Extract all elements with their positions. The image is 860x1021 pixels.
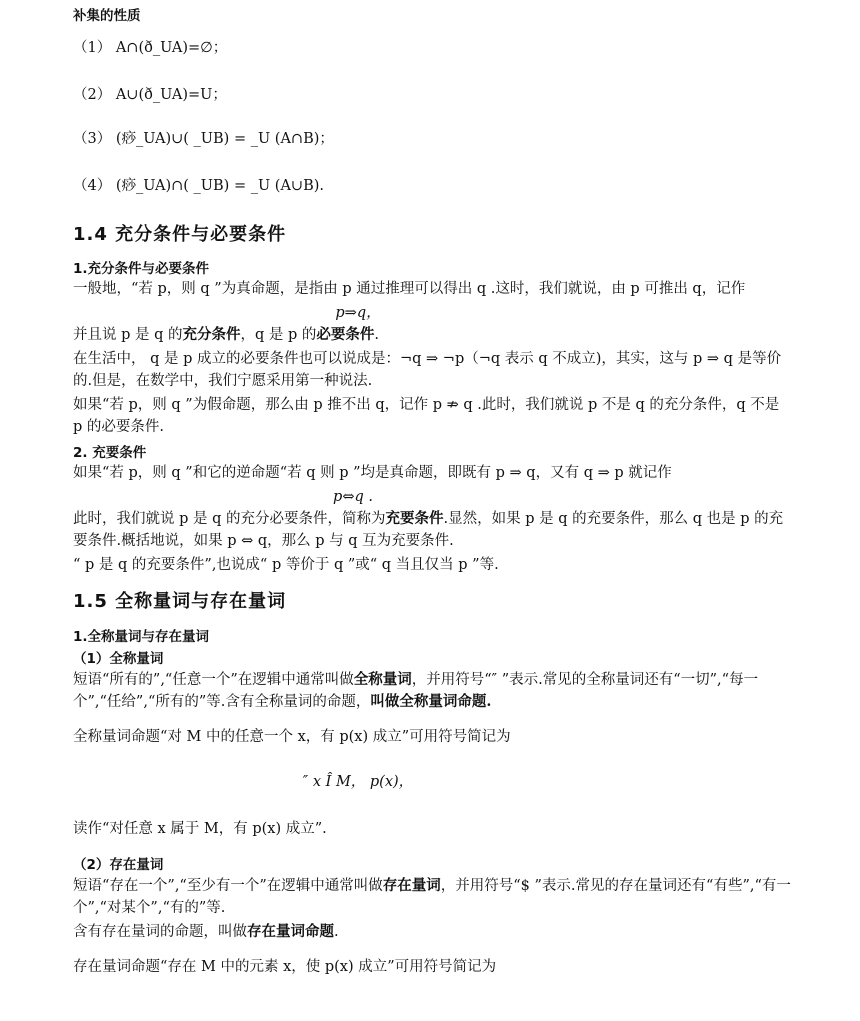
sec15-subheading-1: 1.全称量词与存在量词 — [73, 629, 210, 645]
sec15-subheading-universal: （1）全称量词 — [73, 651, 164, 667]
text: . — [374, 327, 380, 343]
text: .显然，如果 p 是 q 的充要条件，那么 q 也是 p 的充要条件.概括地说，如果 p ⇔ q，那么 p 与 q 互为充要条件. — [73, 511, 784, 549]
complement-item-1: （1） A∩(ð_UA)=∅； — [73, 40, 228, 56]
sec15-paragraph-universal-notation: 全称量词命题“对 M 中的任意一个 x，有 p(x) 成立”可用符号简记为 — [73, 729, 511, 745]
bold-term-universal-quantifier: 全称量词 — [353, 671, 412, 688]
sec15-paragraph-universal — [73, 669, 793, 713]
bold-term-sufficient: 充分条件 — [182, 326, 241, 343]
sec14-subheading-1: 1.充分条件与必要条件 — [73, 261, 210, 277]
text: ，并用符号“″ ”表示.常见的全称量词还有“一切”,“每一个”,“任给”,“所有的”等.含有全称量词的命题， — [73, 672, 759, 710]
sec14-paragraph-7: “ p 是 q 的充要条件”,也说成“ p 等价于 q ”或“ q 当且仅当 p ”等. — [73, 557, 499, 573]
text: 短语“所有的”,“任意一个”在逻辑中通常叫做 — [73, 672, 354, 688]
bold-term-existential-proposition: 存在量词命题 — [247, 923, 334, 940]
bold-term-existential-quantifier: 存在量词 — [382, 877, 441, 894]
bold-term-necessary: 必要条件 — [316, 326, 375, 343]
complement-item-2: （2） A∪(ð_UA)=U； — [73, 87, 227, 103]
formula-iff: p⇔q . — [333, 489, 373, 505]
sec15-paragraph-universal-reading: 读作“对任意 x 属于 M，有 p(x) 成立”. — [73, 821, 327, 837]
text: . — [334, 924, 339, 940]
sec14-paragraph-1: 一般地，“若 p，则 q ”为真命题，是指由 p 通过推理可以得出 q .这时，我们就说，由 p 可推出 q，记作 — [73, 281, 746, 297]
formula-implies: p⇒q， — [335, 305, 381, 321]
sec15-paragraph-existential-proposition — [73, 921, 793, 943]
complement-item-3: （3） (痧_UA)∪( _UB) = _U (A∩B)； — [73, 131, 334, 147]
bold-term-universal-proposition: 叫做全称量词命题. — [370, 693, 492, 710]
complement-item-4: （4） (痧_UA)∩( _UB) = _U (A∪B). — [73, 178, 324, 194]
text: 含有存在量词的命题，叫做 — [73, 924, 247, 940]
sec14-paragraph-2 — [73, 324, 793, 346]
sec15-paragraph-existential-notation: 存在量词命题“存在 M 中的元素 x，使 p(x) 成立”可用符号简记为 — [73, 959, 497, 975]
sec14-paragraph-6 — [73, 508, 793, 552]
text: 短语“存在一个”,“至少有一个”在逻辑中通常叫做 — [73, 878, 383, 894]
section-1-4-heading: 1.4 充分条件与必要条件 — [73, 224, 287, 245]
sec14-paragraph-4: 如果“若 p，则 q ”为假命题，那么由 p 推不出 q，记作 p ⇏ q .此时，我们就说 p 不是 q 的充分条件，q 不是 p 的必要条件. — [73, 397, 780, 435]
sec15-paragraph-existential — [73, 875, 793, 919]
section-1-5-heading: 1.5 全称量词与存在量词 — [73, 591, 287, 612]
sec15-subheading-existential: （2）存在量词 — [73, 857, 164, 873]
sec14-paragraph-3: 在生活中， q 是 p 成立的必要条件也可以说成是：¬q ⇒ ¬p（¬q 表示 q 不成立)，其实，这与 p ⇒ q 是等价的.但是，在数学中，我们宁愿采用第一种说法. — [73, 351, 782, 389]
text: ，并用符号“$ ”表示.常见的存在量词还有“有些”,“有一个”,“对某个”,“有的”等. — [73, 878, 791, 916]
formula-universal: ″ x Î M， p(x)， — [302, 774, 414, 790]
bold-term-necessary-sufficient: 充要条件 — [385, 510, 444, 527]
sec14-paragraph-5: 如果“若 p，则 q ”和它的逆命题“若 q 则 p ”均是真命题，即既有 p ⇒ q，又有 q ⇒ p 就记作 — [73, 465, 672, 481]
text: 此时，我们就说 p 是 q 的充分必要条件，简称为 — [73, 511, 386, 527]
text: ，q 是 p 的 — [240, 327, 317, 343]
complement-title: 补集的性质 — [73, 8, 141, 24]
text: 并且说 p 是 q 的 — [73, 327, 183, 343]
sec14-subheading-2: 2. 充要条件 — [73, 445, 147, 461]
